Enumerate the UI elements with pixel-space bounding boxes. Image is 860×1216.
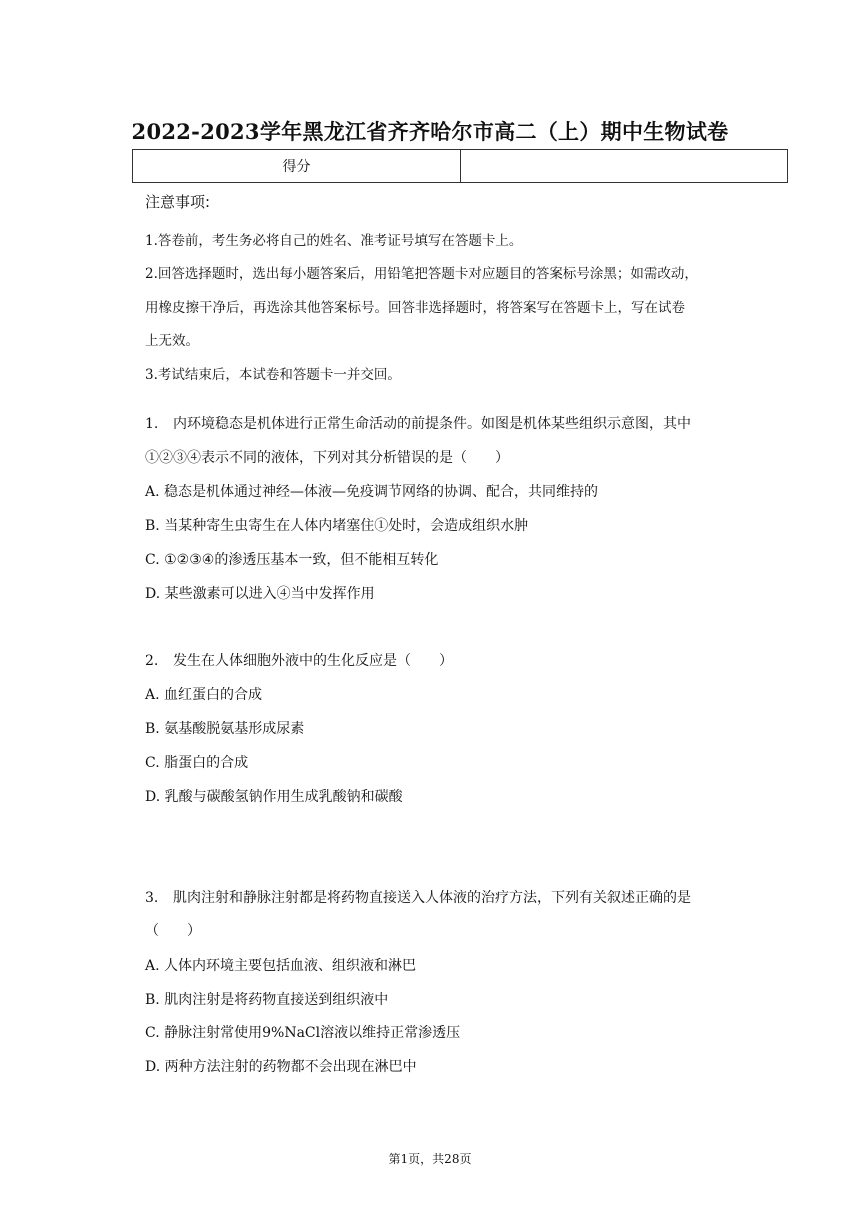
question-number: 2. xyxy=(145,653,159,669)
score-label: 得分 xyxy=(133,150,461,182)
question-text: 内环境稳态是机体进行正常生命活动的前提条件。如图是机体某些组织示意图，其中 xyxy=(173,416,691,432)
question-1-stem xyxy=(145,413,691,433)
page-footer: 第1页，共28页 xyxy=(388,1152,472,1166)
exam-title: 2022-2023学年黑龙江省齐齐哈尔市高二（上）期中生物试卷 xyxy=(131,119,729,144)
notice-line: 3.考试结束后，本试卷和答题卡一并交回。 xyxy=(145,367,401,383)
notice-line: 1.答卷前，考生务必将自己的姓名、准考证号填写在答题卡上。 xyxy=(145,233,523,249)
notice-heading: 注意事项: xyxy=(145,193,211,211)
score-table xyxy=(132,149,788,183)
notice-line: 上无效。 xyxy=(145,333,199,349)
question-3-option-c: C. 静脉注射常使用9%NaCl溶液以维持正常渗透压 xyxy=(145,1025,461,1041)
question-number: 1. xyxy=(145,416,159,432)
question-1-option-a: A. 稳态是机体通过神经—体液—免疫调节网络的协调、配合，共同维持的 xyxy=(145,484,599,500)
question-3-stem xyxy=(145,887,691,907)
question-3-option-a: A. 人体内环境主要包括血液、组织液和淋巴 xyxy=(145,958,417,974)
notice-line: 2.回答选择题时，选出每小题答案后，用铅笔把答题卡对应题目的答案标号涂黑；如需改动， xyxy=(145,266,698,282)
question-text: 肌肉注射和静脉注射都是将药物直接送入人体液的治疗方法，下列有关叙述正确的是 xyxy=(173,890,691,906)
question-3-option-d: D. 两种方法注射的药物都不会出现在淋巴中 xyxy=(145,1059,417,1075)
question-1-option-c: C. ①②③④的渗透压基本一致，但不能相互转化 xyxy=(145,552,439,568)
question-1-option-b: B. 当某种寄生虫寄生在人体内堵塞住①处时，会造成组织水肿 xyxy=(145,518,529,534)
question-2-stem xyxy=(145,650,453,670)
question-3-stem-cont: （ ） xyxy=(145,923,201,939)
question-2-option-c: C. 脂蛋白的合成 xyxy=(145,755,249,771)
question-2-option-d: D. 乳酸与碳酸氢钠作用生成乳酸钠和碳酸 xyxy=(145,789,403,805)
question-text: 发生在人体细胞外液中的生化反应是（ ） xyxy=(173,653,453,669)
question-2-option-b: B. 氨基酸脱氨基形成尿素 xyxy=(145,721,305,737)
question-1-option-d: D. 某些激素可以进入④当中发挥作用 xyxy=(145,586,375,602)
question-number: 3. xyxy=(145,890,159,906)
question-2-option-a: A. 血红蛋白的合成 xyxy=(145,687,263,703)
score-value-field xyxy=(461,150,787,182)
question-3-option-b: B. 肌肉注射是将药物直接送到组织液中 xyxy=(145,992,389,1008)
notice-line: 用橡皮擦干净后，再选涂其他答案标号。回答非选择题时，将答案写在答题卡上，写在试卷 xyxy=(145,300,685,316)
question-1-stem-cont: ①②③④表示不同的液体，下列对其分析错误的是（ ） xyxy=(145,450,509,466)
